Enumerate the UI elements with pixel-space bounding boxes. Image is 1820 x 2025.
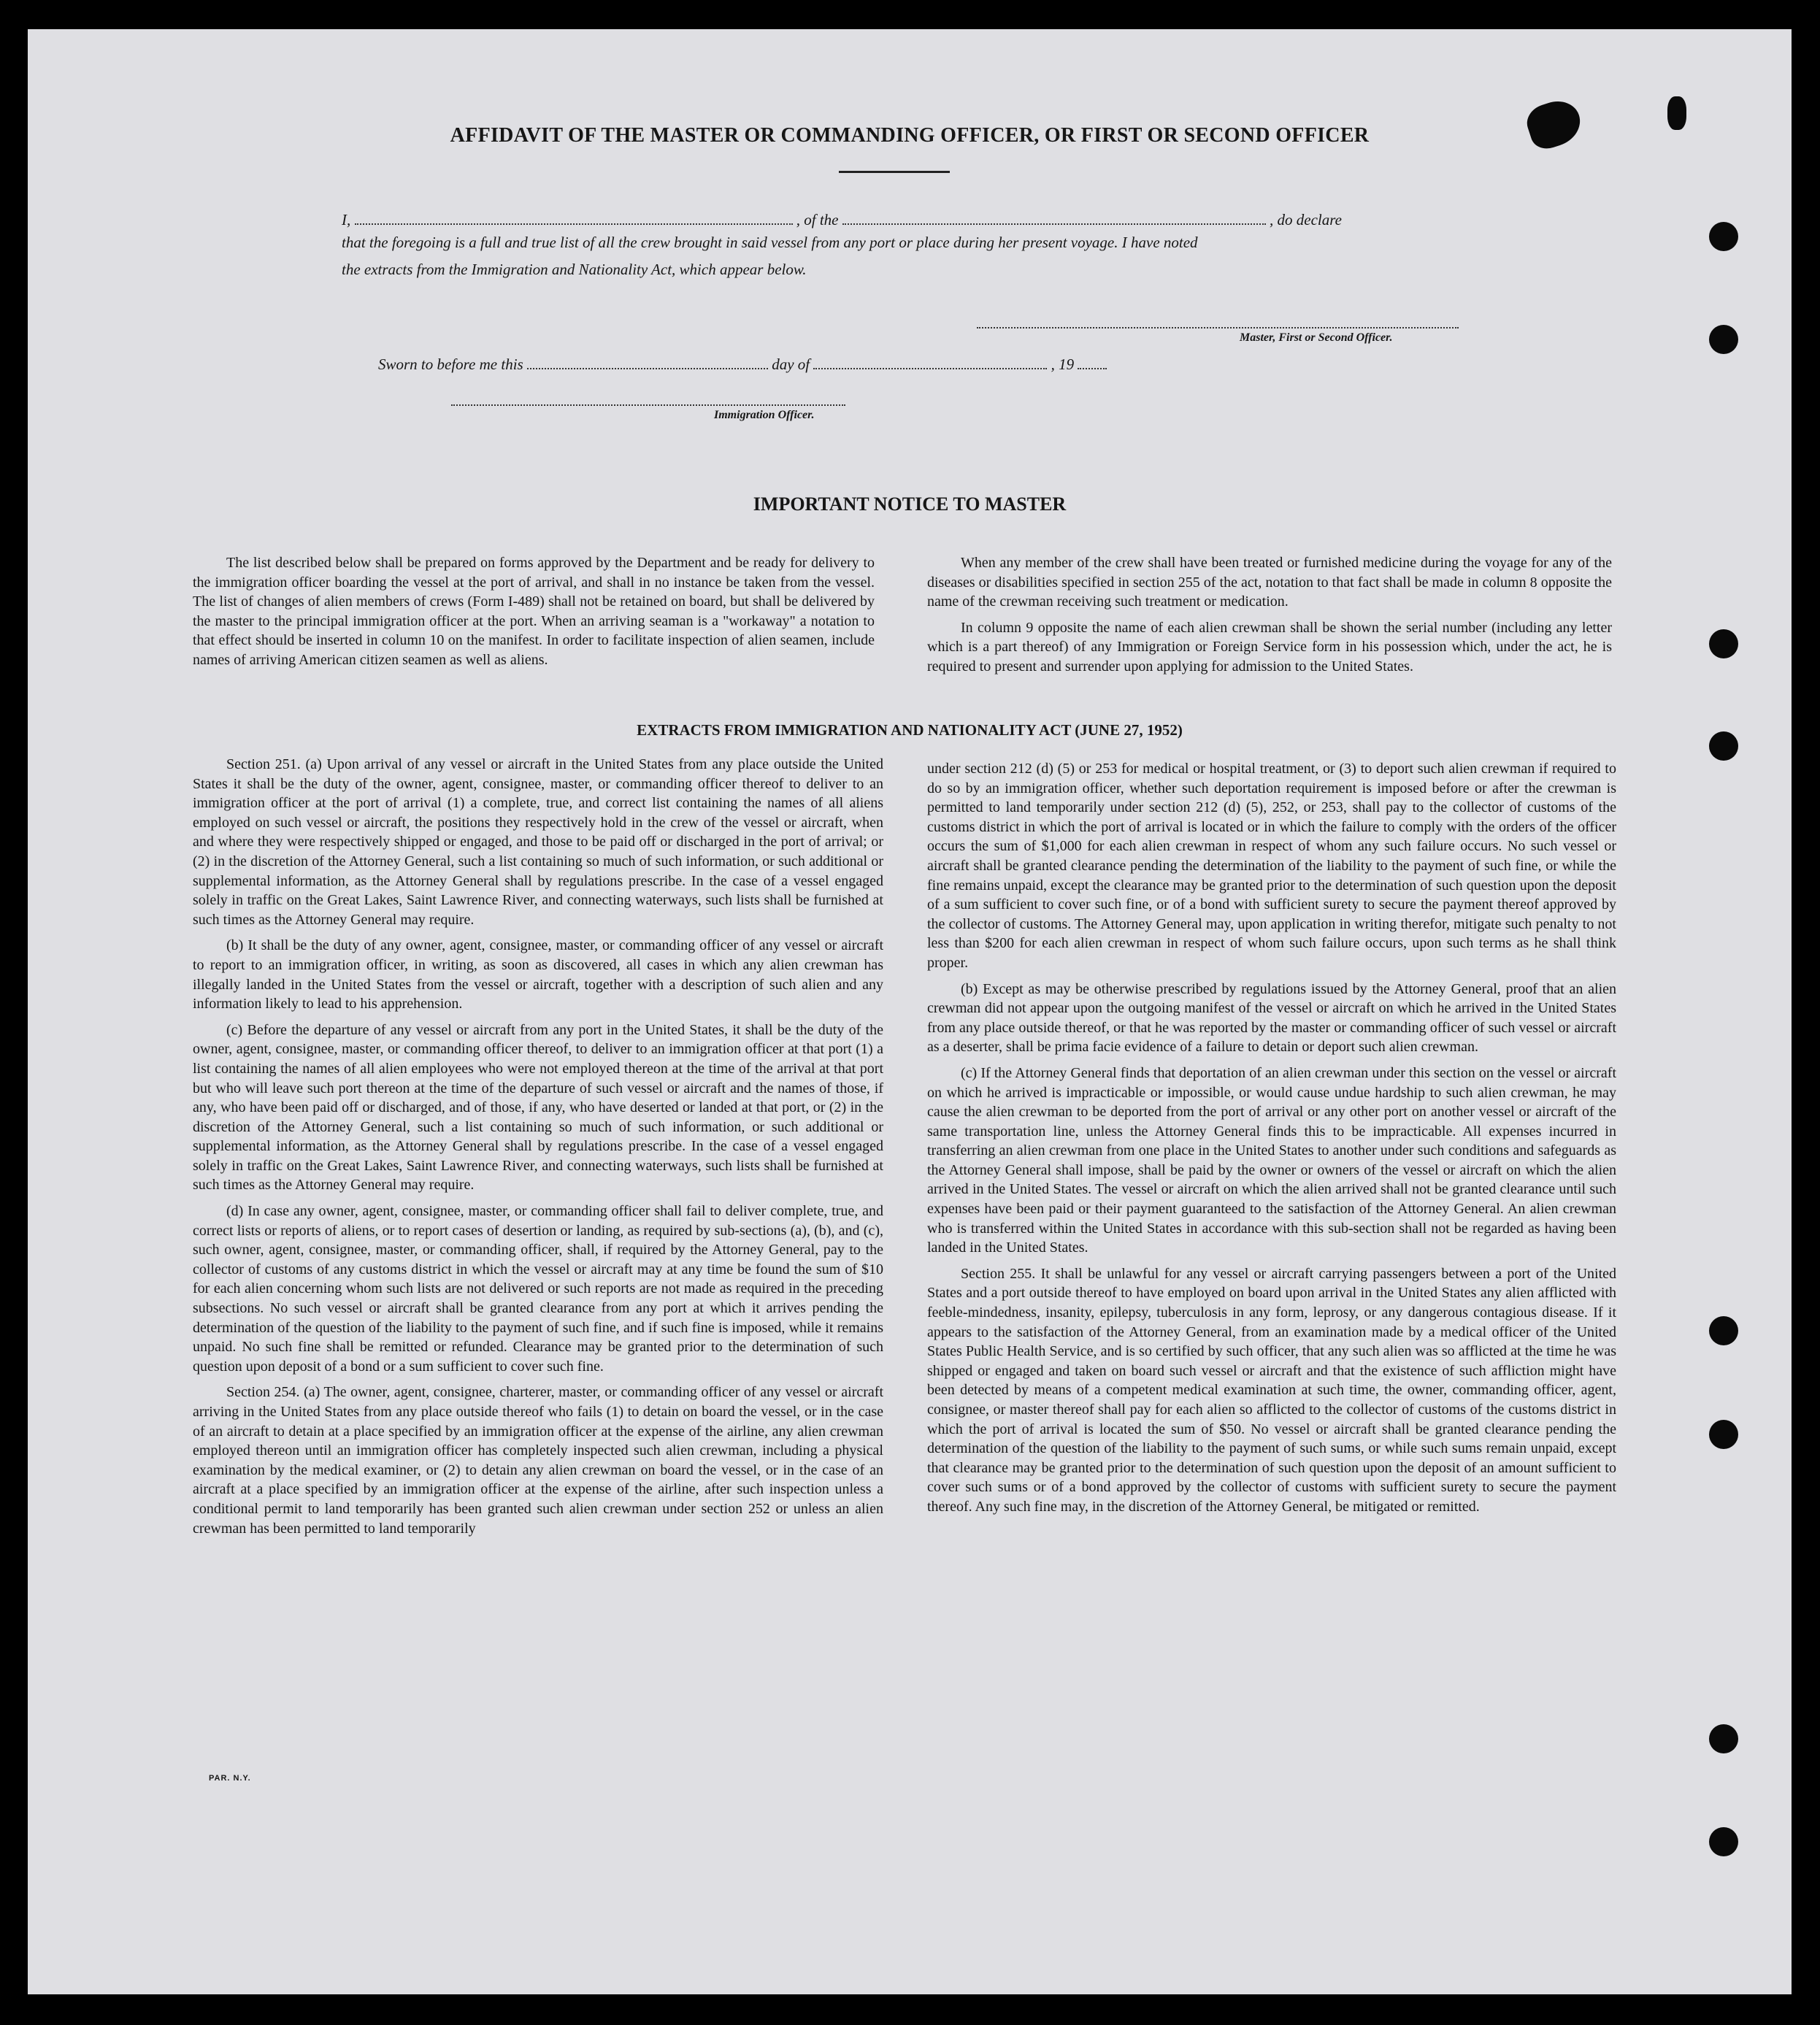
section-254-c: (c) If the Attorney General finds that deportation of an alien crewman under this section on the vessel or aircraft on which he arrived is impracticable or impossible, or would cause undue hardship to such alien crewman, he may cause the alien crewman to be deported from the port of arrival or any other port on another vessel or aircraft of the same transportation line, unless the Attorney General finds this to be impracticable. All expenses incurred in transferring an alien crewman from one place in the United States to another under such conditions and safeguards as the Attorney General shall impose, shall be paid by the owner or owners of the vessel or aircraft on which the alien arrived in the United States. The vessel or aircraft on which the alien arrived shall not be granted clearance until such expenses have been paid or their payment guaranteed to the satisfaction of the Attorney General. An alien crewman who is transferred within the United States in accordance with this sub-section shall not be regarded as having been landed in the United States. <box>927 1064 1616 1256</box>
day-of-label: day of <box>772 356 810 373</box>
master-signature-field[interactable] <box>977 327 1459 328</box>
section-254-b: (b) Except as may be otherwise prescribed by regulations issued by the Attorney General, proof that an alien crewman did not appear upon the outgoing manifest of the vessel or aircraft on which he arrived in the United States from any place outside thereof, or that he was reported by the master or commanding officer of such vessel or aircraft as a deserter, shall be prima facie evidence of a failure to detain or deport such alien crewman. <box>927 980 1616 1056</box>
immigration-officer-signature-field[interactable] <box>451 404 845 406</box>
affidavit-title: AFFIDAVIT OF THE MASTER OR COMMANDING OFFICER, OR FIRST OR SECOND OFFICER <box>450 124 1370 147</box>
declarant-prefix: I, <box>342 211 351 228</box>
punch-hole <box>1709 629 1738 658</box>
vessel-name-field[interactable] <box>842 206 1266 225</box>
section-251-d: (d) In case any owner, agent, consignee, master, or commanding officer shall fail to deliver complete, true, and correct lists or reports of aliens, or to report cases of desertion or landing, as required by sub-sections (a), (b), and (c), such owner, agent, consignee, master, or commanding officer, shall, if required by the Attorney General, pay to the collector of customs of any customs district in which the vessel or aircraft may at any time be found the sum of $10 for each alien concerning whom such lists are not delivered or such reports are not made as required in the preceding subsections. No such vessel or aircraft shall be granted clearance from any port at which it arrives pending the determination of the question of the liability to the payment of such fine, and if such fine is imposed, while it remains unpaid. No such fine shall be remitted or refunded. Clearance may be granted prior to the determination of such question upon deposit of a bond or a sum sufficient to cover such fine. <box>193 1203 883 1375</box>
punch-hole <box>1709 1724 1738 1753</box>
punch-hole <box>1709 1827 1738 1856</box>
of-the-label: , of the <box>796 211 839 228</box>
section-251-a: Section 251. (a) Upon arrival of any vessel or aircraft in the United States from any place outside the United States it shall be the duty of the owner, agent, consignee, master, or commanding officer thereof to deliver to an immigration officer at the port of arrival (1) a complete, true, and correct list containing the names of all aliens employed on such vessel or aircraft, the positions they respectively hold in the crew of the vessel or aircraft, when and where they were respectively shipped or engaged, and those to be paid off or discharged in the port of arrival; or (2) in the discretion of the Attorney General, such a list containing so much of such information, or such additional or supplemental information, as the Attorney General shall by regulations prescribe. In the case of a vessel engaged solely in traffic on the Great Lakes, Saint Lawrence River, and connecting waterways, such lists shall be furnished at such times as the Attorney General may require. <box>193 756 883 928</box>
sworn-year-field[interactable] <box>1078 350 1107 369</box>
printer-mark: PAR. N.Y. <box>209 1774 251 1783</box>
declaration-line <box>342 206 1342 229</box>
section-254-a: Section 254. (a) The owner, agent, consignee, charterer, master, or commanding officer of any vessel or aircraft arriving in the United States from any place outside thereof who fails (1) to detain on board the vessel, or in the case of an aircraft to detain at a place specified by an immigration officer at the expense of the airline, any alien crewman employed thereon until an immigration officer has completely inspected such alien crewman, including a physical examination by the medical examiner, or (2) to detain any alien crewman on board the vessel, or in the case of an aircraft at a place specified by an immigration officer at the expense of the airline, after such inspection unless a conditional permit to land temporarily has been granted such alien crewman under section 252 or unless an alien crewman has been permitted to land temporarily <box>193 1384 883 1537</box>
declaration-text-3: the extracts from the Immigration and Nationality Act, which appear below. <box>342 261 807 278</box>
notice-left-paragraph: The list described below shall be prepared on forms approved by the Department and be ready for delivery to the immigration officer boarding the vessel at the port of arrival, and shall in no instance be taken from the vessel. The list of changes of alien members of crews (Form I-489) shall not be retained on board, but shall be delivered by the master to the principal immigration officer at the port. When an arriving seaman is a "workaway" a notation to that effect should be inserted in column 10 on the manifest. In order to facilitate inspection of alien seamen, include names of arriving American citizen seamen as well as aliens. <box>193 555 875 668</box>
notice-right-paragraph-2: In column 9 opposite the name of each alien crewman shall be shown the serial number (including any letter which is a part thereof) of any Immigration or Foreign Service form in his possession which, under the act, he is required to present and surrender upon applying for admission to the United States. <box>927 619 1612 675</box>
declarant-name-field[interactable] <box>355 206 793 225</box>
immigration-officer-label: Immigration Officer. <box>714 409 815 421</box>
do-declare-label: , do declare <box>1270 211 1342 228</box>
declaration-text-2: that the foregoing is a full and true list of all the crew brought in said vessel from any port or place during her present voyage. I have noted <box>342 234 1198 251</box>
document-page <box>28 29 1792 1994</box>
extracts-title: EXTRACTS FROM IMMIGRATION AND NATIONALITY ACT (JUNE 27, 1952) <box>637 721 1183 739</box>
punch-hole <box>1709 1420 1738 1449</box>
section-255: Section 255. It shall be unlawful for any vessel or aircraft carrying passengers between a port of the United States and a port outside thereof to have employed on board upon arrival in the United States any alien afflicted with feeble-mindedness, insanity, epilepsy, tuberculosis in any form, leprosy, or any dangerous contagious disease. If it appears to the satisfaction of the Attorney General, from an examination made by a medical officer of the United States Public Health Service, and is so certified by such officer, that any such alien was so afflicted at the time he was shipped or engaged and taken on board such vessel or aircraft and that the existence of such affliction might have been detected by means of a competent medical examination at such time, the owner, commanding officer, agent, consignee, or master thereof shall pay for each alien so afflicted to the collector of customs of the customs district in which the port of arrival is located the sum of $50. No vessel or aircraft shall be granted clearance pending the determination of the question of the liability to the payment of such sums, or while such sums remain unpaid, except that clearance may be granted prior to the determination of such question upon the deposit of an amount sufficient to cover such sums or of a bond approved by the collector of customs with sufficient surety to secure the payment thereof. Any such fine may, in the discretion of the Attorney General, be mitigated or remitted. <box>927 1265 1616 1515</box>
section-251-b: (b) It shall be the duty of any owner, agent, consignee, master, or commanding officer of any vessel or aircraft to report to an immigration officer, in writing, as soon as discovered, all cases in which any alien crewman has illegally landed in the United States from the vessel or aircraft, together with a description of such alien and any information likely to lead to his apprehension. <box>193 937 883 1013</box>
extracts-right-column <box>927 759 1616 1517</box>
section-254-a-continued: under section 212 (d) (5) or 253 for medical or hospital treatment, or (3) to deport such alien crewman if required to do so by an immigration officer, whether such deportation requirement is imposed before or after the crewman is permitted to land temporarily under section 212 (d) (5), 252, or 253, shall pay to the collector of customs of the customs district in which the port of arrival is located or in which the failure to comply with the orders of the officer occurs the sum of $1,000 for each alien crewman in respect of whom any such failure occurs. No such vessel or aircraft shall be granted clearance pending the determination of the liability to the payment of such fine, or while the fine remains unpaid, except the clearance may be granted prior to the determination of such question upon the deposit of a sum sufficient to cover such fine, or of a bond with sufficient surety to secure the payment thereof approved by the collector of customs. The Attorney General may, upon application in writing therefor, mitigate such penalty to not less than $200 for each alien crewman in respect of whom such failure occurs, upon such terms as he shall think proper. <box>927 761 1616 971</box>
sworn-day-field[interactable] <box>527 350 768 369</box>
master-signature-label: Master, First or Second Officer. <box>1240 331 1393 344</box>
punch-hole <box>1709 1316 1738 1345</box>
extracts-left-column <box>193 755 883 1538</box>
title-rule <box>839 171 950 173</box>
punch-hole <box>1709 325 1738 354</box>
year-label: , 19 <box>1051 356 1075 373</box>
sworn-month-field[interactable] <box>813 350 1047 369</box>
notice-left-column <box>193 553 875 670</box>
notice-title: IMPORTANT NOTICE TO MASTER <box>753 493 1067 515</box>
notice-right-paragraph-1: When any member of the crew shall have been treated or furnished medicine during the voyage for any of the diseases or disabilities specified in section 255 of the act, notation to that fact shall be made in column 8 opposite the name of the crewman receiving such treatment or medication. <box>927 555 1612 610</box>
sworn-label: Sworn to before me this <box>378 356 523 373</box>
notice-right-column <box>927 553 1612 677</box>
section-251-c: (c) Before the departure of any vessel or aircraft from any port in the United States, it shall be the duty of the owner, agent, consignee, master, or commanding officer thereof, to deliver to an immigration officer at that port (1) a list containing the names of all alien employees who were not employed thereon at the time of the arrival at that port but who will leave such port thereon at the time of the departure of such vessel or aircraft and the names of those, if any, who have been paid off or discharged, and of those, if any, who have deserted or landed at that port, or (2) in the discretion of the Attorney General, such a list containing so much of such information, or such additional or supplemental information, as the Attorney General shall by regulations prescribe. In the case of a vessel engaged solely in traffic on the Great Lakes, Saint Lawrence River, and connecting waterways, such lists shall be furnished at such times as the Attorney General may require. <box>193 1021 883 1194</box>
punch-hole <box>1709 222 1738 251</box>
sworn-line <box>378 350 1107 374</box>
